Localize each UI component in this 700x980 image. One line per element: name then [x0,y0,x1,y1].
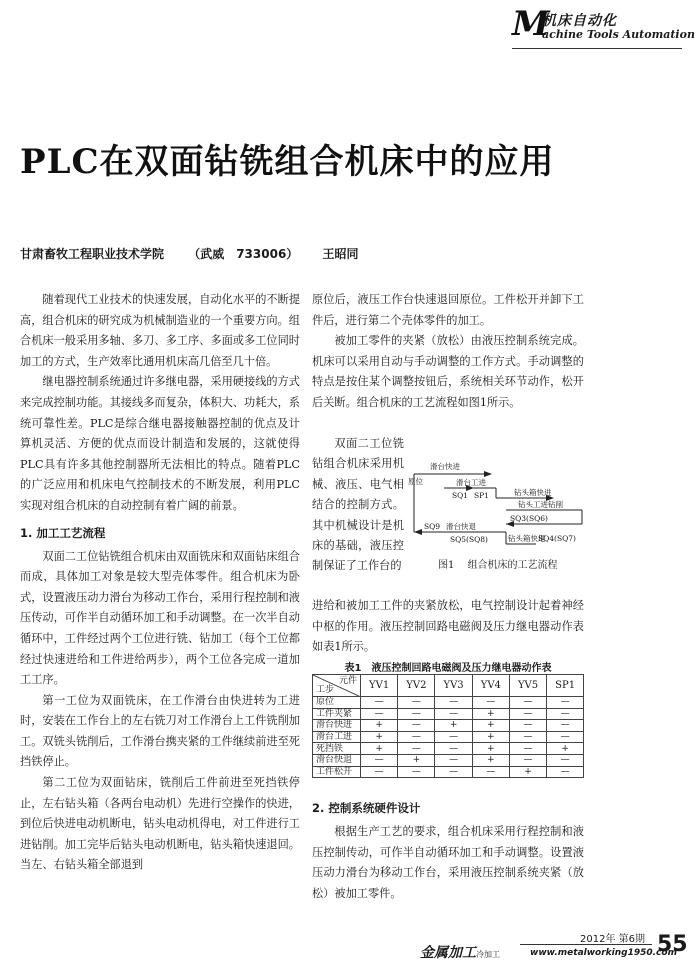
table-row [313,720,584,732]
corner-top-label: 元件 [338,676,357,686]
table-cell: — [547,766,584,778]
table-cell: + [509,766,546,778]
paragraph: 继电器控制系统通过许多继电器，采用硬接线的方式来完成控制功能。其接线多而复杂，体积大、功耗大，系统可靠性差。PLC是综合继电器接触器控制的优点及计算机灵活、方便的优点而设计制造和发展的，这就使得PLC具有许多其他控制器所无法相比的特点。随着PLC的广泛应用和机床电气控制技术的不断发展，利用PLC实现对组合机床的自动控制有着广阔的前景。 [20,375,300,512]
table-cell: — [435,743,472,755]
footer-rule [520,944,652,945]
table-cell: — [398,731,435,743]
paragraph: 进给和被加工工件的夹紧放松，电气控制设计起着神经中枢的作用。液压控制回路电磁阀及压力继电器动作表如表1所示。 [312,599,584,654]
row-label: 滑台快进 [313,720,361,732]
row-label: 滑台工进 [313,731,361,743]
paragraph: 双面二工位钻铣组合机床由双面铣床和双面钻床组合而成，具体加工对象是较大型壳体零件。组合机床为卧式，设置液压动力滑台为移动工作台，采用行程控制和液压传动，可作半自动循环加工和手动调整。在一次半自动循环中，工件经过两个工位进行铣、钻加工（每个工位都经过快速进给和工件进给两步），两个工位各完成一道加工工序。 [20,549,300,687]
paragraph: 第二工位为双面钻床，铣削后工件前进至死挡铁停止，左右钻头箱（各两台电动机）先进行空操作的快进，到位后快进电动机断电，钻头电动机得电，对工件进行工进钻削。加工完毕后钻头电动机断电，钻头箱快速退回。当左、右钻头箱全部退到 [20,776,300,872]
table-cell: — [509,754,546,766]
table-cell: — [435,766,472,778]
article-title: PLC在双面钻铣组合机床中的应用 [20,142,555,182]
label-sq9: SQ9 [424,522,441,531]
section-title-en: achine Tools Automation [542,28,695,41]
row-label: 工件夹紧 [313,708,361,720]
paragraph: 根据生产工艺的要求，组合机床采用行程控制和液压控制传动，可作半自动循环加工和手动调整。设置液压动力滑台为移动工作台，采用液压控制系统夹紧（放松）被加工零件。 [312,825,584,900]
label-origin: 原位 [408,477,423,486]
corner-bottom-label: 工步 [316,685,335,695]
label-head-work: 钻头工进钻削 [518,500,563,509]
table-cell: — [547,720,584,732]
row-label: 工件松开 [313,766,361,778]
table-cell: + [361,743,398,755]
right-column-bottom [312,792,584,904]
table-cell: — [509,720,546,732]
table-cell: + [472,731,509,743]
page-number: 55 [657,932,688,957]
journal-section-logo [512,4,695,44]
column-header: YV3 [435,675,472,697]
table-cell: — [509,697,546,709]
label-slide-fast: 滑台快进 [430,462,460,471]
page-footer [420,928,688,968]
table-cell: — [361,697,398,709]
right-column-middle [312,596,584,658]
location: （武威 733006） [188,247,299,261]
label-sq5: SQ5(SQ8) [450,535,488,544]
table-row [313,697,584,709]
author-name: 王昭同 [322,247,359,261]
figure-caption-text: 组合机床的工艺流程 [467,560,558,571]
figure-number: 图1 [438,560,455,571]
section-heading: 2. 控制系统硬件设计 [312,801,421,815]
valve-action-table [312,674,584,778]
table-cell: + [361,720,398,732]
table-row [313,754,584,766]
table-cell: + [472,720,509,732]
table-cell: + [472,743,509,755]
row-label: 滑台快退 [313,754,361,766]
journal-website: www.metalworking1950.com [530,948,677,958]
table-cell: — [435,731,472,743]
table-cell: — [472,766,509,778]
table-cell: + [398,754,435,766]
table-cell: — [435,697,472,709]
table-cell: — [547,731,584,743]
table-cell: — [398,720,435,732]
table-cell: + [435,720,472,732]
table-cell: — [398,766,435,778]
paragraph: 双面二工位铣钻组合机床采用机械、液压、电气相结合的控制方式。其中机械设计是机床的基础，液压控制保证了工作台的 [312,437,404,573]
table-row [313,731,584,743]
column-header: SP1 [547,675,584,697]
table-cell: — [361,708,398,720]
paragraph: 第一工位为双面铣床，在工作滑台由快进转为工进时，安装在工作台上的左右铣刀对工作滑台上工件铣削加工。双铣头铣削后，工作滑台携夹紧的工件继续前进至死挡铁停止。 [20,693,300,769]
label-sq4: SQ4(SQ7) [538,534,576,543]
journal-logo-text: 金属加工 [420,945,476,961]
table-cell: — [398,708,435,720]
header-rule [512,48,682,49]
table-caption: 表1 液压控制回路电磁阀及压力继电器动作表 [344,663,552,674]
journal-logo [420,942,500,962]
table-cell: — [547,754,584,766]
section-title-zh: 机床自动化 [542,13,617,29]
table-cell: — [398,743,435,755]
column-header: YV4 [472,675,509,697]
table-row [313,743,584,755]
process-flow-diagram [406,454,586,554]
right-column-narrow [312,434,404,577]
label-head-fast: 钻头箱快进 [514,488,552,497]
column-header: YV1 [361,675,398,697]
table-cell: — [435,754,472,766]
row-label: 死挡铁 [313,743,361,755]
column-header: YV5 [509,675,546,697]
table-cell: — [547,708,584,720]
table-cell: — [435,708,472,720]
table-cell: — [509,708,546,720]
label-sq1: SQ1 [452,491,469,500]
table-cell: + [361,731,398,743]
table-cell: — [509,743,546,755]
author-affiliation [20,245,379,262]
left-column [20,290,300,876]
table-cell: — [361,754,398,766]
table-cell: — [361,766,398,778]
issue-label: 2012年 第6期 [580,934,645,945]
label-slide-work: 滑台工进 [456,478,486,487]
journal-logo-sub: 冷加工 [476,950,500,959]
column-header: YV2 [398,675,435,697]
table-cell: + [472,754,509,766]
paragraph: 被加工零件的夹紧（放松）由液压控制系统完成。机床可以采用自动与手动调整的工作方式。手动调整的特点是按住某个调整按钮后，系统相关环节动作，松开后关断。组合机床的工艺流程如图1所示。 [312,334,584,409]
table-row [313,766,584,778]
figure-caption [438,556,568,571]
label-head-back: 钻头箱快退 [508,534,546,543]
table-header-row [313,675,584,697]
right-column-top [312,290,584,414]
institute: 甘肃畜牧工程职业技术学院 [20,247,165,261]
label-sq3: SQ3(SQ6) [510,514,548,523]
label-slide-back: 滑台快退 [446,522,476,531]
table-cell: — [472,697,509,709]
section-heading: 1. 加工工艺流程 [20,525,106,540]
table-cell: — [398,697,435,709]
table-cell: + [547,743,584,755]
table-cell: — [509,731,546,743]
paragraph: 原位后，液压工作台快速退回原位。工件松开并卸下工件后，进行第二个壳体零件的加工。 [312,293,584,327]
table-cell: + [472,708,509,720]
table-cell: — [547,697,584,709]
label-sp1: SP1 [474,491,489,500]
paragraph: 随着现代工业技术的快速发展，自动化水平的不断提高，组合机床的研究成为机械制造业的一个重要方向。组合机床一般采用多轴、多刀、多工序、多面或多工位同时加工的方式，生产效率比通用机床高几倍至几十倍。 [20,293,300,368]
table-row [313,708,584,720]
row-label: 原位 [313,697,361,709]
logo-letter: M [512,4,550,44]
table-corner-cell [313,675,361,697]
